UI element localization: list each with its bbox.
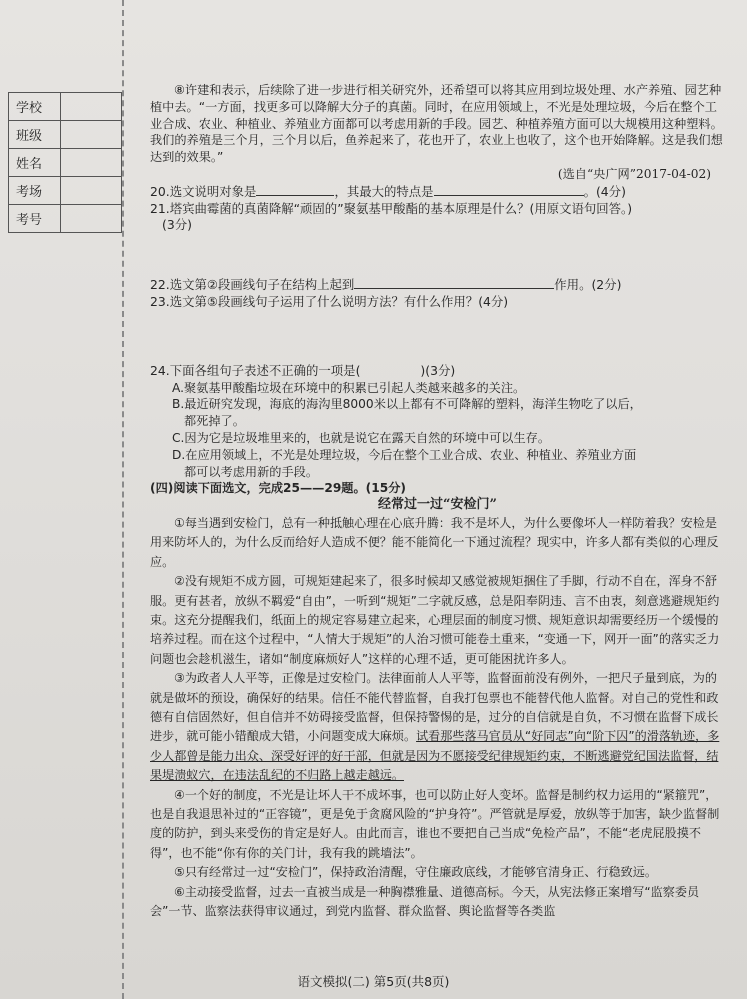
q24-option-d-cont: 都可以考虑用新的手段。 — [184, 464, 319, 479]
question-20 — [150, 183, 725, 201]
info-blank[interactable] — [61, 149, 122, 177]
info-blank[interactable] — [61, 93, 122, 121]
article-paragraph-1: ①每当遇到安检门，总有一种抵触心理在心底升腾：我不是坏人，为什么要像坏人一样防着我？安检是用来防坏人的，为什么反而给好人造成不便？能不能简化一下通过流程？现实中，许多人都有类似的心理反应。 — [150, 515, 719, 569]
info-row-name — [9, 149, 122, 177]
q24-option-b-cont: 都死掉了。 — [184, 414, 245, 429]
info-row-room — [9, 177, 122, 205]
info-blank[interactable] — [61, 177, 122, 205]
question-23: 23.选文第⑤段画线句子运用了什么说明方法？有什么作用？(4分) — [150, 293, 509, 309]
q20-answer-blank-2[interactable] — [434, 183, 584, 196]
info-blank[interactable] — [61, 205, 122, 233]
q24-answer-blank[interactable] — [360, 363, 420, 375]
article-paragraph-4: ④一个好的制度，不光是让坏人干不成坏事，也可以防止好人变坏。监督是制约权力运用的“紧箍咒”，也是自我退思补过的“正容镜”，更是免于贪腐风险的“护身符”。严管就是厚爱，放纵等于加害，缺少监督制度的防护，到头来受伤的肯定是好人。由此而言，谁也不要把自己当成“免检产品”，不能“老虎屁股摸不得”，也不能“你有你的关门计，我有我的跳墙法”。 — [150, 787, 720, 860]
article-paragraph-6: ⑥主动接受监督，过去一直被当成是一种胸襟雅量、道德高标。今天，从宪法修正案增写“监察委员会”一节、监察法获得审议通过，到党内监督、群众监督、舆论监督等各类监 — [150, 884, 700, 919]
q22-text-a: 22.选文第②段画线句子在结构上起到 — [150, 277, 355, 293]
info-blank[interactable] — [61, 121, 122, 149]
p3-text: ③为政者人人平等，正像是过安检门。法律面前人人平等，监督面前没有例外，一把尺子量到底，为的就是做坏的预设，确保好的结果。信任不能代替监督，自我打包票也不能替代他人监督。对自己的党性和政德有自信固然好，但自信并不妨碍接受监督，但保持警惕的是，过分的自信就是自负，不习惯在监督下成长进步，就可能小错酿成大错，小问题变成大麻烦。 — [150, 671, 719, 744]
info-label: 学校 — [9, 93, 61, 121]
q20-text-b: ，其最大的特点是 — [334, 183, 434, 199]
article-title: 经常过一过“安检门” — [378, 497, 497, 513]
q24-option-c: C.因为它是垃圾堆里来的，也就是说它在露天自然的环境中可以生存。 — [172, 430, 551, 445]
passage-paragraph-8: ⑧许建和表示，后续除了进一步进行相关研究外，还希望可以将其应用到垃圾处理、水产养殖、园艺种植中去。“一方面，找更多可以降解大分子的真菌。同时，在应用领域上，不光是处理垃圾，今后在整个工业合成、农业、种植业、养殖业方面都可以考虑用新的手段。园艺、种植养殖方面可以大规模用这种塑料。我们的养殖是三个月，三个月以后，鱼养起来了，花也开了，农业上也收了，这个也开始降解。这是我们想达到的效果。” — [150, 83, 723, 165]
q21-text: 21.塔宾曲霉菌的真菌降解“顽固的”聚氨基甲酸酯的基本原理是什么？(用原文语句回答。) — [150, 200, 633, 216]
question-21 — [150, 201, 725, 218]
q24-option-d: D.在应用领域上，不光是处理垃圾，今后在整个工业合成、农业、种植业、养殖业方面 — [172, 447, 637, 462]
q20-text-a: 20.选文说明对象是 — [150, 183, 257, 199]
info-label: 姓名 — [9, 149, 61, 177]
info-label: 考场 — [9, 177, 61, 205]
question-22 — [150, 276, 725, 294]
q24-text-a: 24.下面各组句子表述不正确的一项是( — [150, 362, 361, 378]
p3-underlined-sentence: 试看那些落马官员从“好同志”向“阶下囚”的滑落轨迹，多少人都曾是能力出众、深受好评的好干部，但就是因为不愿接受纪律规矩约束，不断逃避党纪国法监督，结果堤溃蚁穴，在违法乱纪的不归路上越走越远。 — [150, 729, 720, 783]
info-row-school — [9, 93, 122, 121]
q24-option-a: A.聚氨基甲酸酯垃圾在环境中的积累已引起人类越来越多的关注。 — [172, 380, 526, 395]
exam-content — [150, 82, 725, 921]
q20-answer-blank-1[interactable] — [256, 183, 334, 196]
article-paragraph-2: ②没有规矩不成方圆，可规矩建起来了，很多时候却又感觉被规矩捆住了手脚，行动不自在，浑身不舒服。更有甚者，放纵不羁爱“自由”，一听到“规矩”二字就反感，总是阳奉阴违、言不由衷，刻意逃避规矩约束。这充分提醒我们，纸面上的规定容易建立起来，心理层面的制度习惯、规矩意识却需要经历一个缓慢的培养过程。而在这个过程中，“人情大于规矩”的人治习惯可能卷土重来，“变通一下，网开一面”的落实乏力问题也会趁机滋生，诸如“制度麻烦好人”这样的心理不适，更可能困扰许多人。 — [150, 574, 720, 666]
q24-option-b: B.最近研究发现，海底的海沟里8000米以上都有不可降解的塑料，海洋生物吃了以后， — [172, 397, 642, 412]
q22-answer-blank[interactable] — [354, 276, 554, 289]
passage-source: (选自“央广网”2017-04-02) — [557, 166, 711, 181]
q20-text-c: 。(4分) — [583, 183, 626, 199]
binding-dashed-line — [122, 0, 124, 999]
page-footer: 语文模拟(二) 第5页(共8页) — [297, 974, 450, 989]
q22-text-b: 作用。(2分) — [554, 277, 622, 293]
q21-score: (3分) — [162, 217, 192, 233]
article-paragraph-5: ⑤只有经常过一过“安检门”，保持政治清醒，守住廉政底线，才能够官清身正、行稳致远。 — [174, 865, 657, 880]
info-row-class — [9, 121, 122, 149]
section-four-heading: (四)阅读下面选文，完成25——29题。(15分) — [150, 481, 406, 496]
info-label: 班级 — [9, 121, 61, 149]
student-info-table — [8, 92, 122, 233]
info-row-number — [9, 205, 122, 233]
info-label: 考号 — [9, 205, 61, 233]
article-paragraph-3 — [150, 669, 725, 785]
question-24 — [150, 363, 725, 380]
q24-text-b: )(3分) — [420, 362, 456, 378]
